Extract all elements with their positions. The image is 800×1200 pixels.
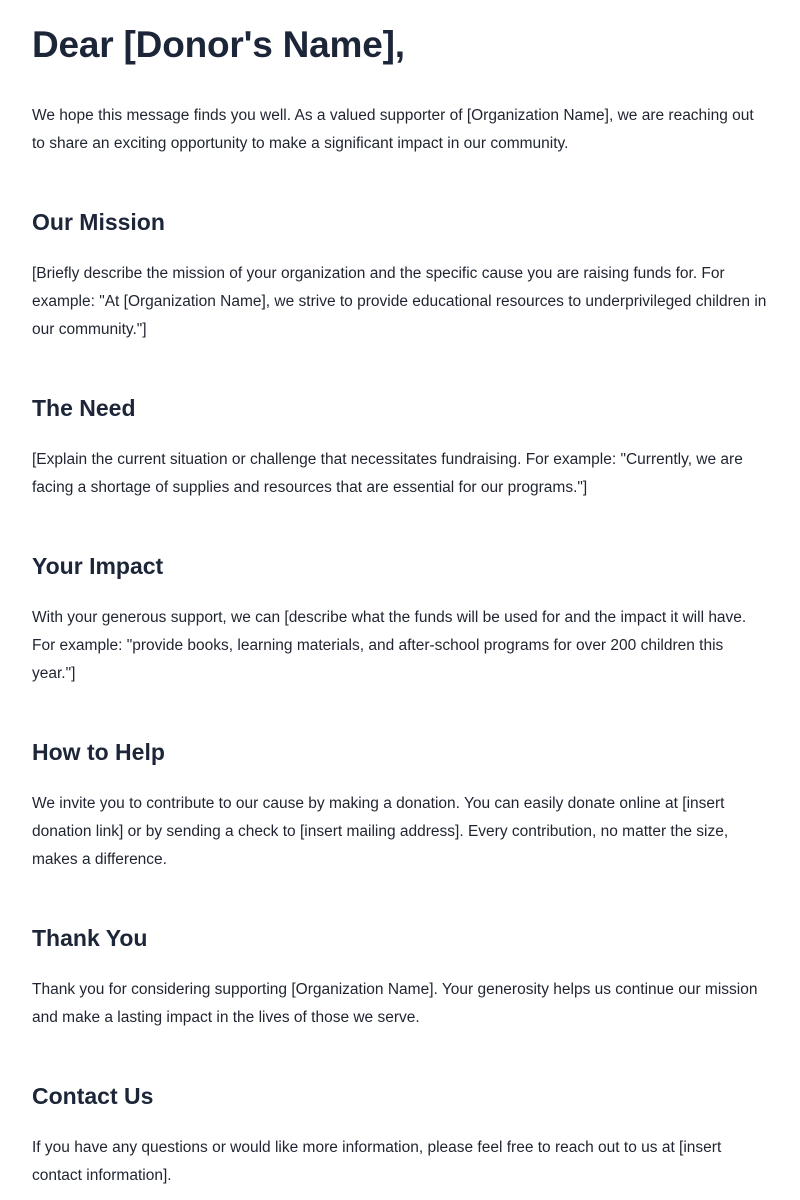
section-body: Thank you for considering supporting [Organization Name]. Your generosity helps us continue our mission and make a lasting impact in the lives of those we serve. xyxy=(32,981,758,1026)
section-heading: Our Mission xyxy=(32,209,165,235)
section-body: With your generous support, we can [describe what the funds will be used for and the impact it will have. For example: "provide books, learning materials, and after-school programs for over 200 children this year."] xyxy=(32,609,747,682)
section-the-need xyxy=(32,392,768,502)
section-body: If you have any questions or would like more information, please feel free to reach out to us at [insert contact information]. xyxy=(32,1139,722,1184)
section-heading: Contact Us xyxy=(32,1083,154,1109)
greeting-heading: Dear [Donor's Name], xyxy=(32,24,405,65)
section-our-mission xyxy=(32,206,768,344)
section-heading: Your Impact xyxy=(32,553,164,579)
section-contact-us xyxy=(32,1080,768,1190)
section-heading: Thank You xyxy=(32,925,148,951)
section-thank-you xyxy=(32,922,768,1032)
section-your-impact xyxy=(32,550,768,688)
section-how-to-help xyxy=(32,736,768,874)
section-body: We invite you to contribute to our cause by making a donation. You can easily donate online at [insert donation link] or by sending a check to [insert mailing address]. Every contribution, no matter the size, makes a difference. xyxy=(32,795,729,868)
section-heading: The Need xyxy=(32,395,136,421)
section-body: [Explain the current situation or challenge that necessitates fundraising. For example: "Currently, we are facing a shortage of supplies and resources that are essential for our programs."] xyxy=(32,451,743,496)
section-body: [Briefly describe the mission of your organization and the specific cause you are raising funds for. For example: "At [Organization Name], we strive to provide educational resources to underprivileged children in our community."] xyxy=(32,265,767,338)
section-heading: How to Help xyxy=(32,739,165,765)
intro-paragraph: We hope this message finds you well. As a valued supporter of [Organization Name], we are reaching out to share an exciting opportunity to make a significant impact in our community. xyxy=(32,107,754,152)
